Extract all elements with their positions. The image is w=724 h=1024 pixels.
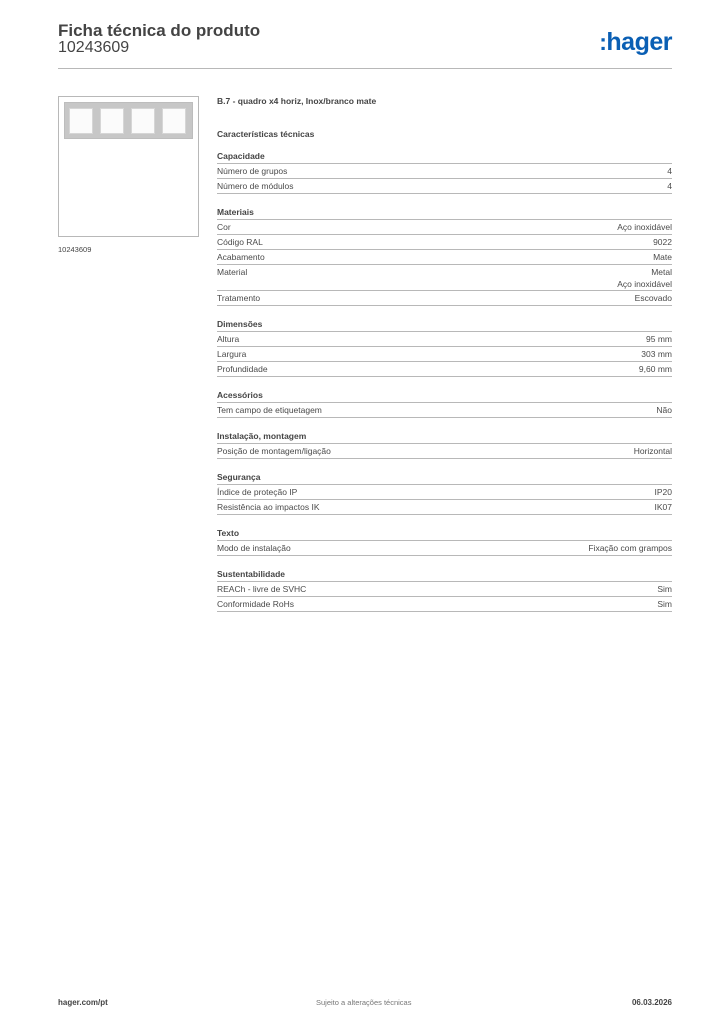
spec-value-line: 9022 bbox=[653, 237, 672, 247]
product-name: B.7 - quadro x4 horiz, Inox/branco mate bbox=[217, 96, 377, 106]
frame-window bbox=[162, 108, 186, 134]
section-title: Capacidade bbox=[217, 151, 265, 161]
header-divider bbox=[58, 68, 672, 69]
spec-value-line: Sim bbox=[657, 584, 672, 594]
spec-value-line: Aço inoxidável bbox=[617, 279, 672, 289]
product-frame-graphic bbox=[64, 102, 193, 139]
spec-value-line: Sim bbox=[657, 599, 672, 609]
spec-label: Posição de montagem/ligação bbox=[217, 446, 331, 456]
section-title: Instalação, montagem bbox=[217, 431, 307, 441]
spec-value-line: IP20 bbox=[654, 487, 672, 497]
spec-value-line: 303 mm bbox=[641, 349, 672, 359]
spec-label: Número de grupos bbox=[217, 166, 288, 176]
spec-section bbox=[217, 389, 672, 418]
section-title: Texto bbox=[217, 528, 240, 538]
spec-row bbox=[217, 234, 672, 249]
spec-label: Acabamento bbox=[217, 252, 265, 262]
spec-label: Profundidade bbox=[217, 364, 268, 374]
product-image bbox=[58, 96, 199, 237]
tech-heading: Características técnicas bbox=[217, 129, 315, 139]
spec-value bbox=[657, 583, 672, 595]
section-title: Segurança bbox=[217, 472, 261, 482]
page-title: Ficha técnica do produto bbox=[58, 21, 261, 40]
spec-value-line: Escovado bbox=[634, 293, 672, 303]
section-title: Sustentabilidade bbox=[217, 569, 286, 579]
spec-row bbox=[217, 163, 672, 178]
spec-row bbox=[217, 499, 672, 515]
footer-website[interactable]: hager.com/pt bbox=[58, 998, 108, 1007]
spec-row bbox=[217, 219, 672, 234]
spec-value-line: Não bbox=[656, 405, 672, 415]
spec-value-line: Metal bbox=[651, 267, 672, 277]
spec-row bbox=[217, 290, 672, 306]
spec-value-line: 4 bbox=[667, 181, 672, 191]
spec-value bbox=[635, 292, 672, 304]
spec-value bbox=[617, 266, 672, 290]
spec-value bbox=[656, 404, 672, 416]
spec-panel bbox=[217, 95, 672, 624]
spec-section bbox=[217, 527, 672, 556]
spec-row bbox=[217, 484, 672, 499]
spec-label: Modo de instalação bbox=[217, 543, 291, 553]
spec-label: Tratamento bbox=[217, 293, 261, 303]
frame-window bbox=[69, 108, 93, 134]
spec-value bbox=[655, 501, 673, 513]
section-title: Materiais bbox=[217, 207, 254, 217]
spec-label: Altura bbox=[217, 334, 240, 344]
logo-prefix: : bbox=[599, 29, 607, 55]
spec-label: Índice de proteção IP bbox=[217, 487, 298, 497]
spec-value-line: Horizontal bbox=[633, 446, 672, 456]
image-caption: 10243609 bbox=[58, 245, 92, 254]
spec-section bbox=[217, 430, 672, 459]
footer-date: 06.03.2026 bbox=[631, 998, 672, 1007]
spec-section bbox=[217, 568, 672, 612]
spec-row bbox=[217, 402, 672, 418]
spec-value bbox=[646, 333, 672, 345]
frame-window bbox=[131, 108, 155, 134]
spec-label: Largura bbox=[217, 349, 247, 359]
spec-label: Cor bbox=[217, 222, 231, 232]
hager-logo bbox=[599, 28, 672, 57]
spec-value bbox=[639, 363, 672, 375]
spec-sections bbox=[217, 150, 672, 612]
spec-value bbox=[634, 445, 672, 457]
spec-label: Tem campo de etiquetagem bbox=[217, 405, 322, 415]
spec-label: Material bbox=[217, 267, 248, 277]
spec-label: REACh - livre de SVHC bbox=[217, 584, 307, 594]
spec-value bbox=[588, 542, 672, 554]
spec-row bbox=[217, 540, 672, 556]
spec-row bbox=[217, 361, 672, 377]
spec-value-line: 9,60 mm bbox=[638, 364, 672, 374]
section-title: Acessórios bbox=[217, 390, 263, 400]
spec-section bbox=[217, 318, 672, 377]
spec-label: Número de módulos bbox=[217, 181, 294, 191]
spec-row bbox=[217, 443, 672, 459]
spec-value bbox=[657, 598, 672, 610]
spec-label: Conformidade RoHs bbox=[217, 599, 295, 609]
spec-value-line: Fixação com grampos bbox=[588, 543, 672, 553]
spec-value bbox=[667, 165, 672, 177]
spec-row bbox=[217, 264, 672, 290]
spec-row bbox=[217, 596, 672, 612]
spec-value bbox=[617, 221, 672, 233]
section-title: Dimensões bbox=[217, 319, 263, 329]
spec-label: Código RAL bbox=[217, 237, 263, 247]
spec-row bbox=[217, 581, 672, 596]
spec-row bbox=[217, 346, 672, 361]
spec-value-line: Mate bbox=[653, 252, 672, 262]
footer-note: Sujeito a alterações técnicas bbox=[316, 998, 412, 1007]
spec-value bbox=[653, 236, 672, 248]
spec-row bbox=[217, 178, 672, 194]
spec-row bbox=[217, 331, 672, 346]
spec-section bbox=[217, 471, 672, 515]
spec-value-line: Aço inoxidável bbox=[617, 222, 672, 232]
spec-section bbox=[217, 150, 672, 194]
spec-section bbox=[217, 206, 672, 306]
spec-value bbox=[655, 486, 673, 498]
product-id: 10243609 bbox=[58, 39, 130, 56]
spec-value-line: 4 bbox=[667, 166, 672, 176]
spec-value-line: 95 mm bbox=[646, 334, 672, 344]
frame-window bbox=[100, 108, 124, 134]
spec-row bbox=[217, 249, 672, 264]
spec-value bbox=[653, 251, 672, 263]
spec-value-line: IK07 bbox=[654, 502, 672, 512]
spec-value bbox=[667, 180, 672, 192]
logo-text: hager bbox=[606, 28, 672, 56]
spec-label: Resistência ao impactos IK bbox=[217, 502, 320, 512]
spec-value bbox=[641, 348, 672, 360]
